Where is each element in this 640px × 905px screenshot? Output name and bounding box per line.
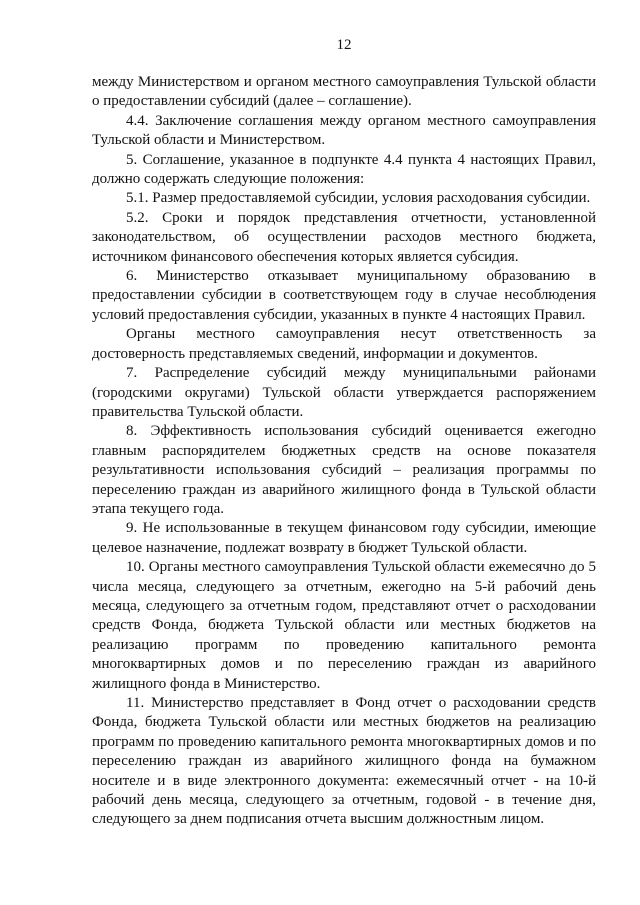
paragraph-7: 7. Распределение субсидий между муниципальными районами (городскими округами) Тульской области утверждается распоряжением правительства Тульской области. bbox=[92, 365, 596, 420]
paragraph-11: 11. Министерство представляет в Фонд отчет о расходовании средств Фонда, бюджета Тульской области или местных бюджетов на реализацию программ по проведению капитального ремонта многоквартирных домов и по переселению граждан из аварийного жилищного фонда на бумажном носителе и в виде электронного документа: ежемесячный отчет - на 10-й рабочий день месяца, следующего за отчетным, годовой - в течение дня, следующего за днем подписания отчета высшим должностным лицом. bbox=[92, 695, 596, 828]
paragraph-6-responsibility: Органы местного самоуправления несут ответственность за достоверность представляемых сведений, информации и документов. bbox=[92, 326, 596, 362]
paragraph-5: 5. Соглашение, указанное в подпункте 4.4 пункта 4 настоящих Правил, должно содержать следующие положения: bbox=[92, 151, 596, 188]
page-number: 12 bbox=[336, 37, 352, 53]
paragraph-continuation: между Министерством и органом местного самоуправления Тульской области о предоставлении субсидий (далее – соглашение). bbox=[92, 74, 596, 110]
paragraph-10: 10. Органы местного самоуправления Тульской области ежемесячно до 5 числа месяца, следующего за отчетным, ежегодно на 5-й рабочий день месяца, следующего за отчетным годом, представляют отчет о расходовании средств Фонда, бюджета Тульской области или местных бюджетов на реализацию программ по проведению капитального ремонта многоквартирных домов и по переселению граждан из аварийного жилищного фонда в Министерство. bbox=[92, 559, 596, 692]
paragraph-5-1: 5.1. Размер предоставляемой субсидии, условия расходования субсидии. bbox=[126, 190, 591, 207]
paragraph-8: 8. Эффективность использования субсидий оценивается ежегодно главным распорядителем бюджетных средств на основе показателя результативности использования субсидий – реализация программы по переселению граждан из аварийного жилищного фонда в Тульской области этапа текущего года. bbox=[92, 423, 596, 517]
paragraph-6: 6. Министерство отказывает муниципальному образованию в предоставлении субсидии в соответствующем году в случае несоблюдения условий предоставления субсидии, указанных в пункте 4 настоящих Правил. bbox=[92, 268, 596, 323]
paragraph-9: 9. Не использованные в текущем финансовом году субсидии, имеющие целевое назначение, подлежат возврату в бюджет Тульской области. bbox=[92, 520, 596, 556]
paragraph-4-4: 4.4. Заключение соглашения между органом местного самоуправления Тульской области и Министерством. bbox=[92, 112, 596, 149]
paragraph-5-2: 5.2. Сроки и порядок представления отчетности, установленной законодательством, об осуществлении расходов местного бюджета, источником финансового обеспечения которых является субсидия. bbox=[92, 209, 596, 265]
